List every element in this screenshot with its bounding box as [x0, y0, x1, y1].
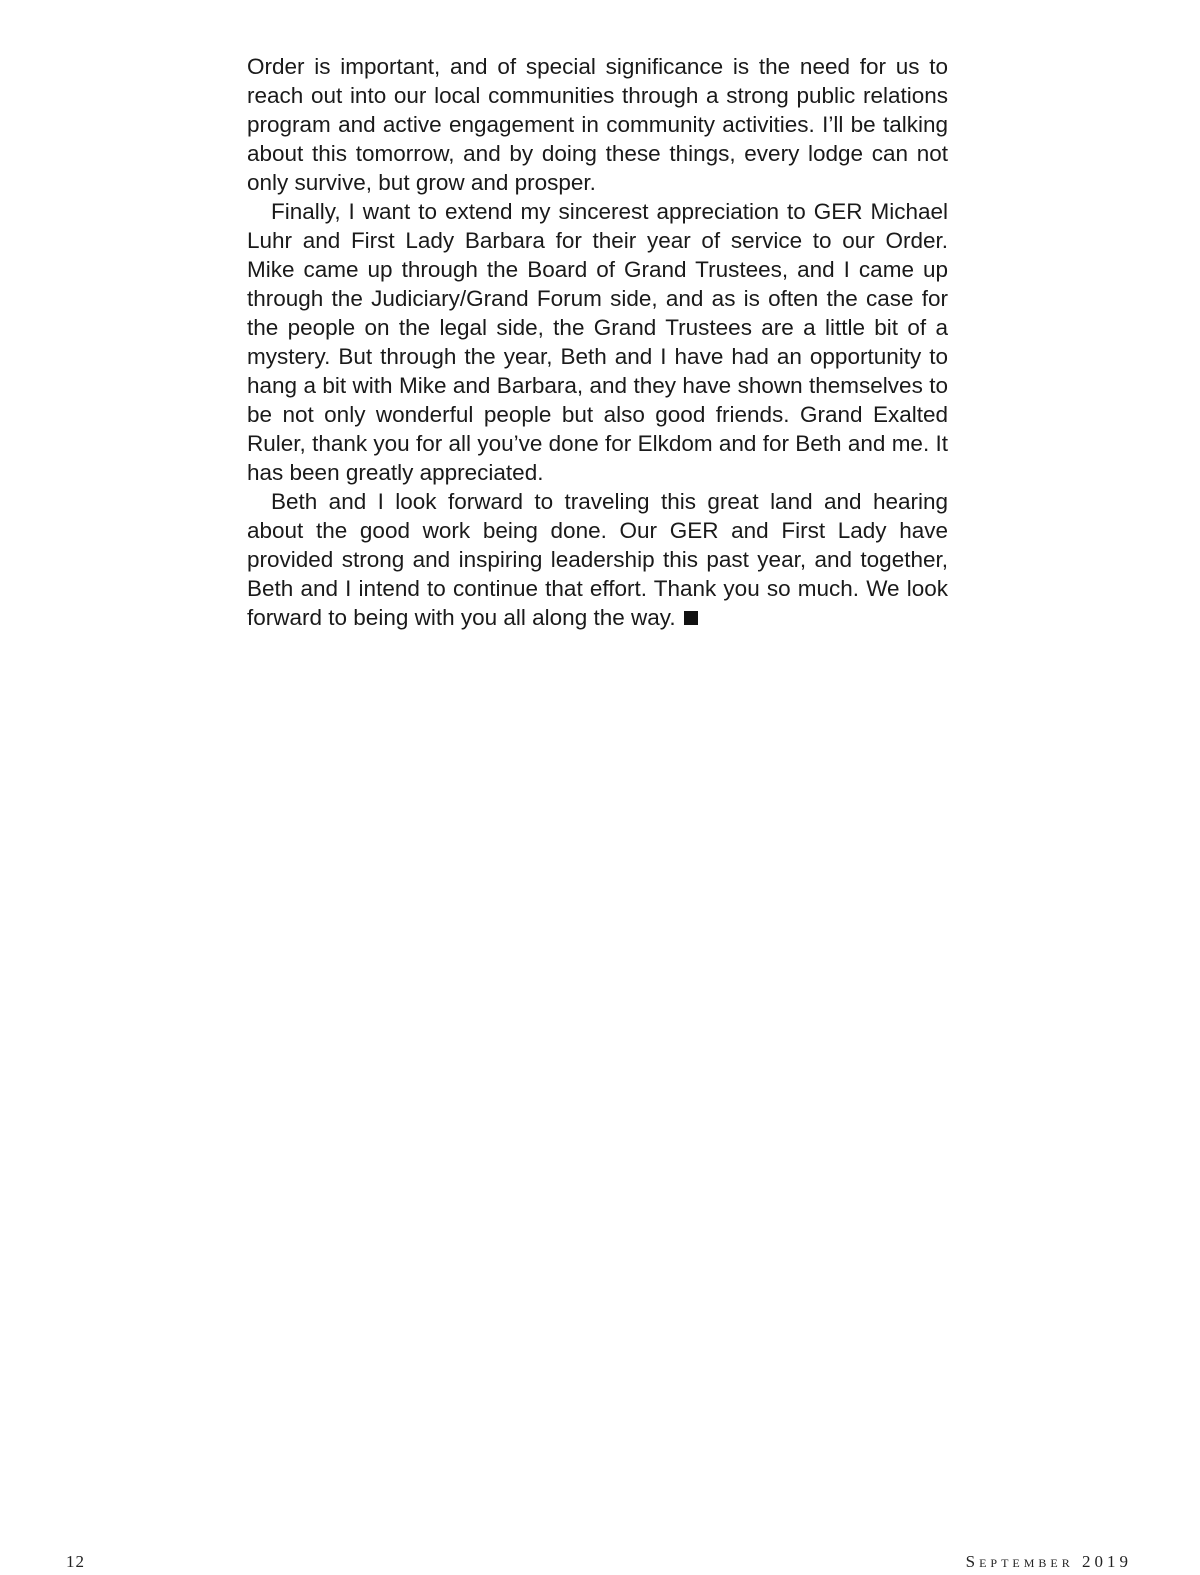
article-paragraph-1: Order is important, and of special significance is the need for us to reach out into our local communities through a strong public relations program and active engagement in community activities. I’ll be talking about this tomorrow, and by doing these things, every lodge can not only survive, but grow and prosper.: [247, 54, 948, 195]
end-mark-icon: [684, 611, 698, 625]
issue-date: September 2019: [965, 1552, 1132, 1571]
article-paragraph-3: Beth and I look forward to traveling this great land and hearing about the good work being done. Our GER and First Lady have provided strong and inspiring leadership this past year, and together, Beth and I intend to continue that effort. Thank you so much. We look forward to being with you all along the way.: [247, 489, 948, 630]
article-body: [247, 52, 948, 632]
article-paragraph-2: Finally, I want to extend my sincerest appreciation to GER Michael Luhr and First Lady Barbara for their year of service to our Order. Mike came up through the Board of Grand Trustees, and I came up through the Judiciary/Grand Forum side, and as is often the case for the people on the legal side, the Grand Trustees are a little bit of a mystery. But through the year, Beth and I have had an opportunity to hang a bit with Mike and Barbara, and they have shown themselves to be not only wonderful people but also good friends. Grand Exalted Ruler, thank you for all you’ve done for Elkdom and for Beth and me. It has been greatly appreciated.: [247, 199, 948, 485]
page-number: 12: [66, 1552, 85, 1571]
article-paragraph-3-container: [247, 487, 948, 632]
